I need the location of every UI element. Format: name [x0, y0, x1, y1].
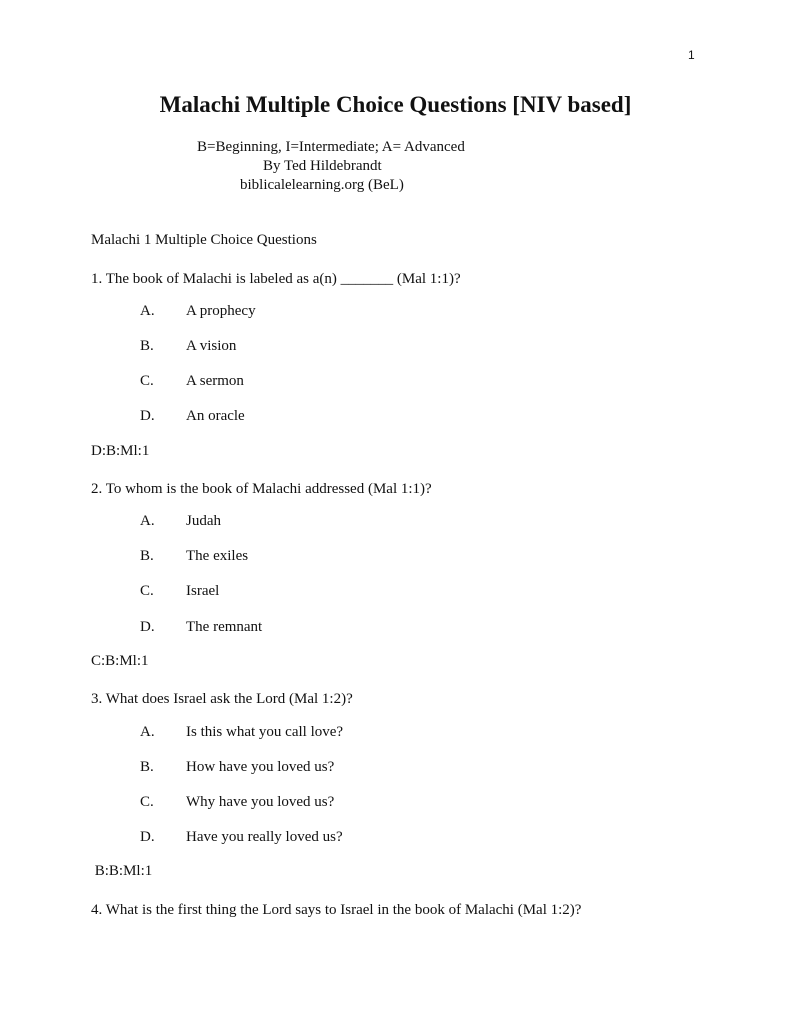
- option-text: How have you loved us?: [186, 759, 335, 775]
- option-letter: C.: [140, 583, 154, 599]
- option-text: Israel: [186, 583, 220, 599]
- option-text: Have you really loved us?: [186, 829, 343, 845]
- option-letter: D.: [140, 829, 155, 845]
- section-heading: Malachi 1 Multiple Choice Questions: [91, 232, 317, 248]
- option-letter: B.: [140, 548, 154, 564]
- question-1-answer-key: D:B:Ml:1: [91, 443, 150, 459]
- option-text: A prophecy: [186, 303, 256, 319]
- option-letter: A.: [140, 724, 155, 740]
- question-3-option-d: [140, 829, 343, 846]
- option-letter: D.: [140, 408, 155, 424]
- option-letter: C.: [140, 794, 154, 810]
- option-text: Is this what you call love?: [186, 724, 344, 740]
- option-letter: B.: [140, 759, 154, 775]
- question-3: 3. What does Israel ask the Lord (Mal 1:2)?: [91, 691, 353, 707]
- question-3-option-c: [140, 794, 334, 811]
- question-3-answer-key: B:B:Ml:1: [91, 863, 153, 879]
- page-title: Malachi Multiple Choice Questions [NIV based]: [159, 92, 632, 117]
- question-3-option-b: [140, 759, 334, 776]
- option-letter: D.: [140, 619, 155, 635]
- question-2-answer-key: C:B:Ml:1: [91, 653, 149, 669]
- option-text: A vision: [186, 338, 237, 354]
- page-number: 1: [688, 48, 695, 62]
- website-line: biblicalelearning.org (BeL): [240, 177, 404, 193]
- option-text: A sermon: [186, 373, 244, 389]
- question-1-option-a: [140, 303, 256, 320]
- option-letter: A.: [140, 303, 155, 319]
- question-1-option-d: [140, 408, 245, 425]
- question-4: 4. What is the first thing the Lord says to Israel in the book of Malachi (Mal 1:2)?: [91, 902, 582, 918]
- option-letter: C.: [140, 373, 154, 389]
- difficulty-legend: B=Beginning, I=Intermediate; A= Advanced: [197, 139, 465, 155]
- question-3-option-a: [140, 724, 343, 741]
- question-2: 2. To whom is the book of Malachi addressed (Mal 1:1)?: [91, 481, 432, 497]
- option-letter: B.: [140, 338, 154, 354]
- question-2-option-b: [140, 548, 248, 565]
- author-line: By Ted Hildebrandt: [263, 158, 382, 174]
- option-text: Why have you loved us?: [186, 794, 335, 810]
- question-1-option-b: [140, 338, 236, 355]
- question-1: 1. The book of Malachi is labeled as a(n) _______ (Mal 1:1)?: [91, 271, 461, 287]
- question-2-option-d: [140, 619, 262, 636]
- question-2-option-a: [140, 513, 221, 530]
- option-text: Judah: [186, 513, 221, 529]
- option-text: The remnant: [186, 619, 263, 635]
- option-text: An oracle: [186, 408, 245, 424]
- question-1-option-c: [140, 373, 244, 390]
- option-text: The exiles: [186, 548, 249, 564]
- option-letter: A.: [140, 513, 155, 529]
- question-2-option-c: [140, 583, 219, 600]
